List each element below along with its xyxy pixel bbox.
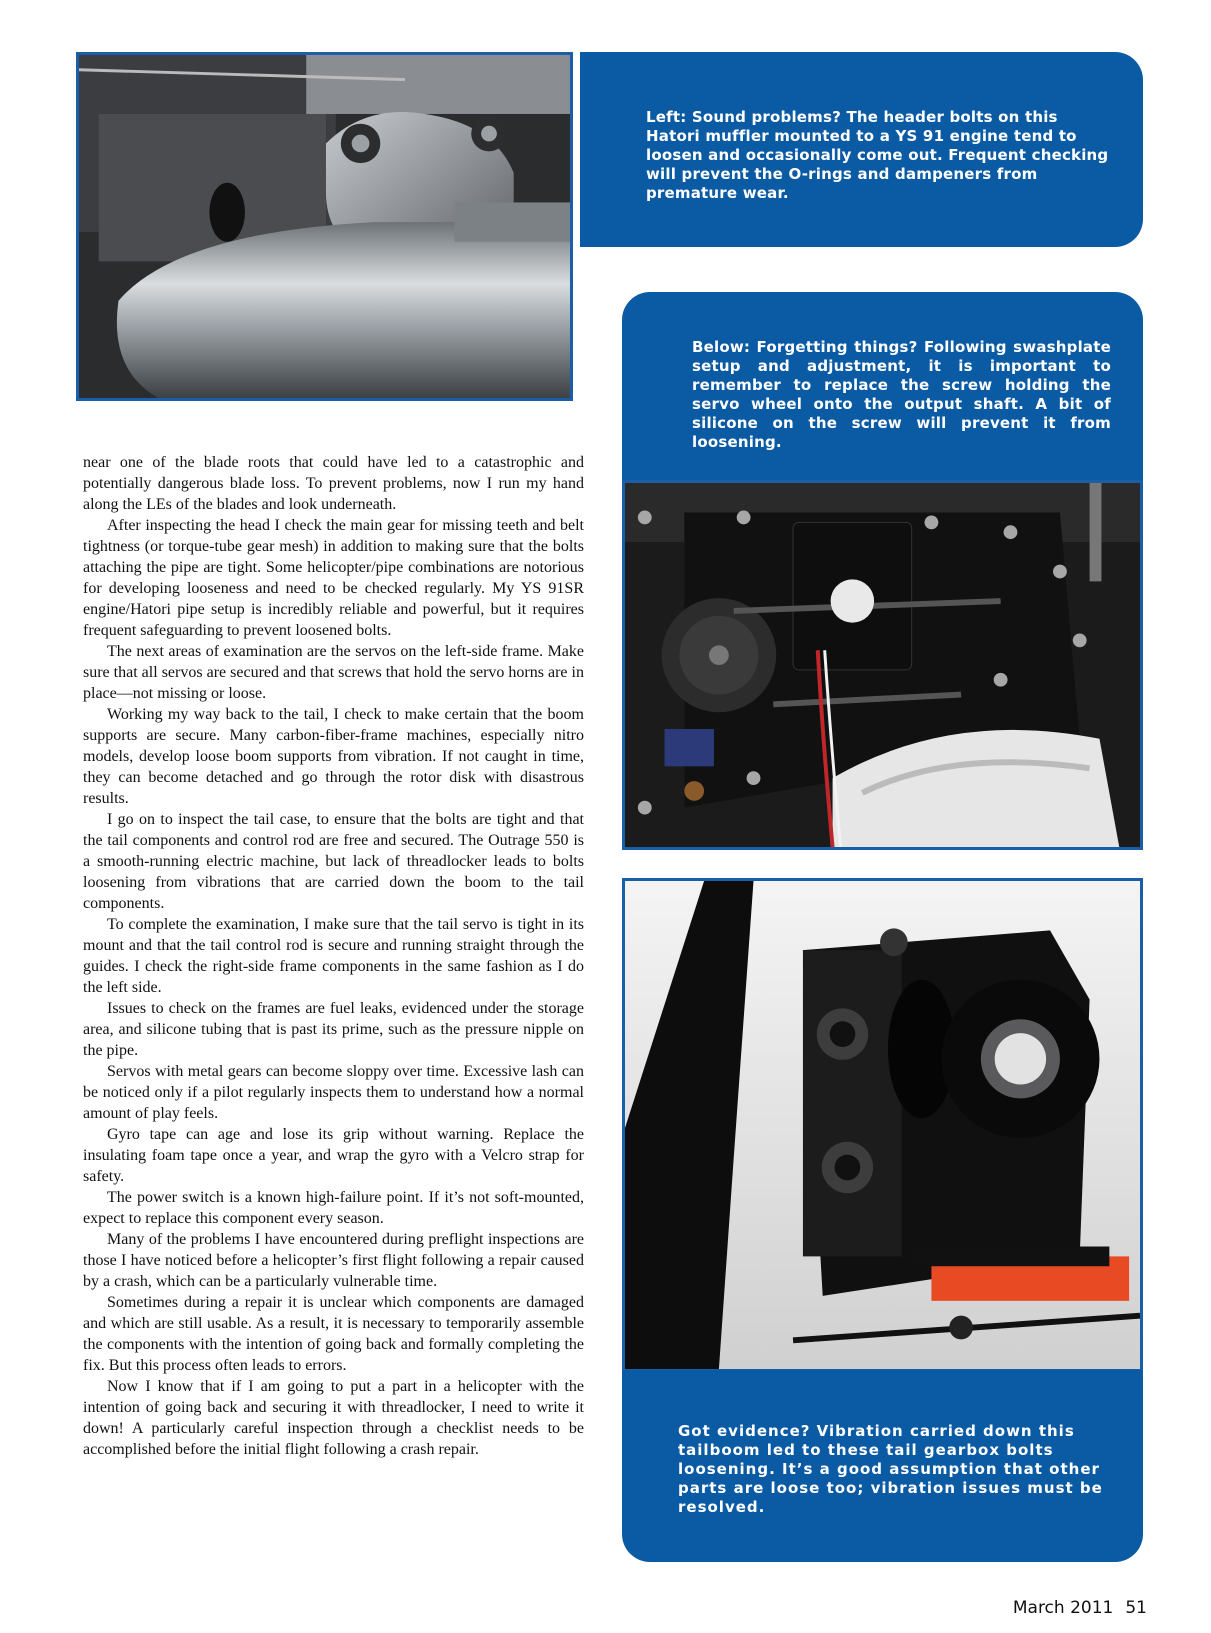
tail-gearbox-photo [622, 878, 1143, 1372]
article-body [83, 452, 584, 1460]
issue-date: March 2011 [1012, 1598, 1114, 1618]
caption-tail-gearbox [622, 1370, 1143, 1562]
caption-servo-text: Below: Forgetting things? Following swashplate setup and adjustment, it is important to remember to replace the screw holding the servo wheel onto the output shaft. A bit of silicone on the screw will prevent it from loosening. [692, 338, 1111, 451]
muffler-icon [79, 55, 570, 398]
article-paragraph: Now I know that if I am going to put a part in a helicopter with the intention of going back and securing it with threadlocker, I need to write it down! A particularly careful inspection through a checklist needs to be accomplished before the initial flight following a crash repair. [83, 1378, 584, 1458]
caption-tail-gearbox-text: Got evidence? Vibration carried down this tailboom led to these tail gearbox bolts loosening. It’s a good assumption that other parts are loose too; vibration issues must be resolved. [678, 1422, 1103, 1516]
article-paragraph: The next areas of examination are the servos on the left-side frame. Make sure that all servos are secured and that screws that hold the servo horns are in place—not missing or loose. [83, 643, 584, 702]
article-paragraph: Issues to check on the frames are fuel leaks, evidenced under the storage area, and silicone tubing that is past its prime, such as the pressure nipple on the pipe. [83, 1000, 584, 1059]
article-paragraph: After inspecting the head I check the main gear for missing teeth and belt tightness (or torque-tube gear mesh) in addition to making sure that the bolts attaching the pipe are tight. Some helicopter/pipe combinations are notorious for developing looseness and need to be checked regularly. My YS 91SR engine/Hatori pipe setup is incredibly reliable and powerful, but it requires frequent safeguarding to prevent loosened bolts. [83, 517, 584, 639]
article-paragraph: Many of the problems I have encountered during preflight inspections are those I have noticed before a helicopter’s first flight following a repair caused by a crash, which can be a particularly vulnerable time. [83, 1231, 584, 1290]
caption-muffler [580, 52, 1143, 247]
caption-muffler-text: Left: Sound problems? The header bolts on this Hatori muffler mounted to a YS 91 engine tend to loosen and occasionally come out. Frequent checking will prevent the O-rings and dampeners from premature wear. [646, 108, 1109, 202]
article-paragraph: Sometimes during a repair it is unclear which components are damaged and which are still usable. As a result, it is necessary to temporarily assemble the components with the intention of going back and formally completing the fix. But this process often leads to errors. [83, 1294, 584, 1374]
servo-photo [622, 480, 1143, 850]
caption-servo [622, 292, 1143, 482]
tail-gearbox-icon [625, 881, 1140, 1369]
article-paragraph: I go on to inspect the tail case, to ensure that the bolts are tight and that the tail components and control rod are free and secured. The Outrage 550 is a smooth-running electric machine, but lack of threadlocker leads to bolts loosening from vibrations that are carried down the boom to the tail components. [83, 811, 584, 912]
servo-icon [625, 483, 1140, 847]
page-number: 51 [1125, 1598, 1147, 1618]
article-paragraph: near one of the blade roots that could have led to a catastrophic and potentially dangerous blade loss. To prevent problems, now I run my hand along the LEs of the blades and look underneath. [83, 454, 584, 513]
muffler-photo [76, 52, 573, 401]
article-paragraph: Servos with metal gears can become sloppy over time. Excessive lash can be noticed only if a pilot regularly inspects them to understand how a normal amount of play feels. [83, 1063, 584, 1122]
article-paragraph: Working my way back to the tail, I check to make certain that the boom supports are secure. Many carbon-fiber-frame machines, especially nitro models, develop loose boom supports from vibration. If not caught in time, they can become detached and go through the rotor disk with disastrous results. [83, 706, 584, 807]
article-paragraph: To complete the examination, I make sure that the tail servo is tight in its mount and that the tail control rod is secure and running straight through the guides. I check the right-side frame components in the same fashion as I do the left side. [83, 916, 584, 996]
article-paragraph: The power switch is a known high-failure point. If it’s not soft-mounted, expect to replace this component every season. [83, 1189, 584, 1227]
page-footer [1013, 1598, 1147, 1618]
article-paragraph: Gyro tape can age and lose its grip without warning. Replace the insulating foam tape once a year, and wrap the gyro with a Velcro strap for safety. [83, 1126, 584, 1185]
